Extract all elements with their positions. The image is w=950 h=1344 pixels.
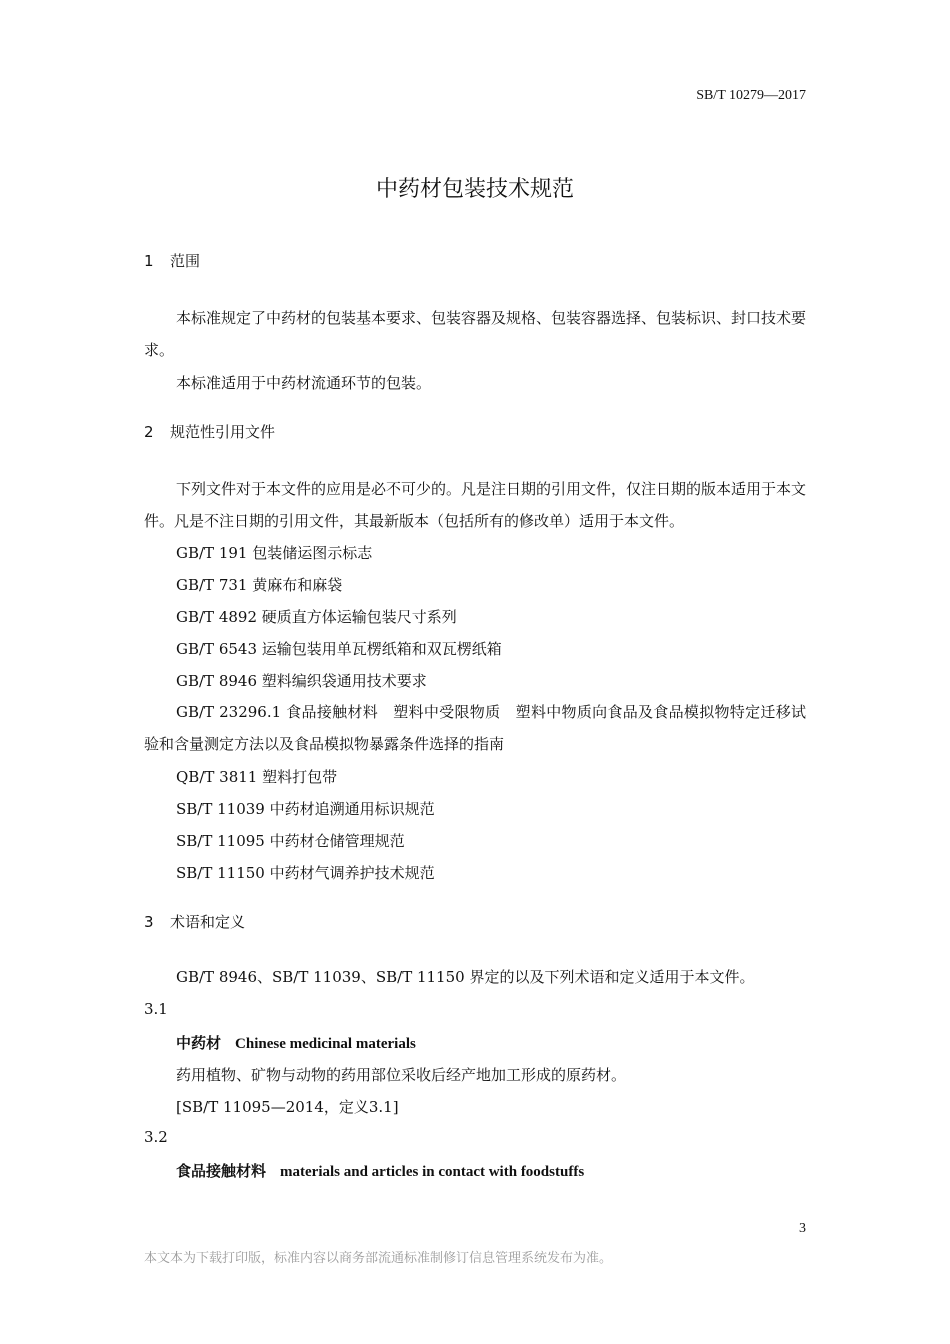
- reference-item: GB/T 731 黄麻布和麻袋: [176, 576, 343, 594]
- term-source: [SB/T 11095—2014，定义3.1]: [176, 1098, 399, 1116]
- page-number: 3: [799, 1221, 806, 1236]
- reference-item: SB/T 11150 中药材气调养护技术规范: [176, 864, 435, 882]
- reference-item: GB/T 191 包装储运图示标志: [176, 544, 373, 562]
- scope-paragraph-2: 本标准适用于中药材流通环节的包装。: [176, 374, 432, 392]
- section-heading-scope: [144, 250, 200, 271]
- scope-paragraph-1: 本标准规定了中药材的包装基本要求、包装容器及规格、包装容器选择、包装标识、封口技术要求。: [144, 309, 807, 359]
- references-intro-paragraph: 下列文件对于本文件的应用是必不可少的。凡是注日期的引用文件，仅注日期的版本适用于本文件。凡是不注日期的引用文件，其最新版本（包括所有的修改单）适用于本文件。: [144, 480, 807, 530]
- reference-item: GB/T 8946 塑料编织袋通用技术要求: [176, 672, 427, 690]
- section-heading-terms: [144, 911, 245, 932]
- standard-code: SB/T 10279—2017: [696, 88, 806, 103]
- reference-item: GB/T 4892 硬质直方体运输包装尺寸系列: [176, 608, 457, 626]
- document-title: 中药材包装技术规范: [375, 177, 574, 202]
- reference-item: GB/T 23296.1 食品接触材料 塑料中受限物质 塑料中物质向食品及食品模拟物特定迁移试验和含量测定方法以及食品模拟物暴露条件选择的指南: [144, 703, 806, 753]
- section-title: 规范性引用文件: [170, 423, 276, 441]
- section-number: 3: [144, 913, 154, 931]
- term-english: Chinese medicinal materials: [235, 1036, 416, 1052]
- term-heading: [176, 1160, 584, 1181]
- footer-notice: 本文本为下载打印版，标准内容以商务部流通标准制修订信息管理系统发布为准。: [144, 1251, 613, 1266]
- section-title: 范围: [170, 252, 201, 270]
- reference-item: SB/T 11095 中药材仓储管理规范: [176, 832, 405, 850]
- section-heading-normative-references: [144, 421, 275, 442]
- term-english: materials and articles in contact with foodstuffs: [280, 1164, 585, 1180]
- reference-item: GB/T 6543 运输包装用单瓦楞纸箱和双瓦楞纸箱: [176, 640, 502, 658]
- terms-intro-paragraph: GB/T 8946、SB/T 11039、SB/T 11150 界定的以及下列术语和定义适用于本文件。: [176, 968, 755, 986]
- term-number: 3.2: [144, 1128, 168, 1146]
- term-definition: 药用植物、矿物与动物的药用部位采收后经产地加工形成的原药材。: [176, 1066, 627, 1084]
- section-title: 术语和定义: [170, 913, 246, 931]
- section-number: 1: [144, 252, 154, 270]
- section-number: 2: [144, 423, 154, 441]
- term-number: 3.1: [144, 1000, 168, 1018]
- reference-item: QB/T 3811 塑料打包带: [176, 768, 338, 786]
- term-chinese: 中药材: [176, 1034, 222, 1052]
- reference-item: SB/T 11039 中药材追溯通用标识规范: [176, 800, 435, 818]
- term-heading: [176, 1032, 416, 1053]
- term-chinese: 食品接触材料: [176, 1162, 267, 1180]
